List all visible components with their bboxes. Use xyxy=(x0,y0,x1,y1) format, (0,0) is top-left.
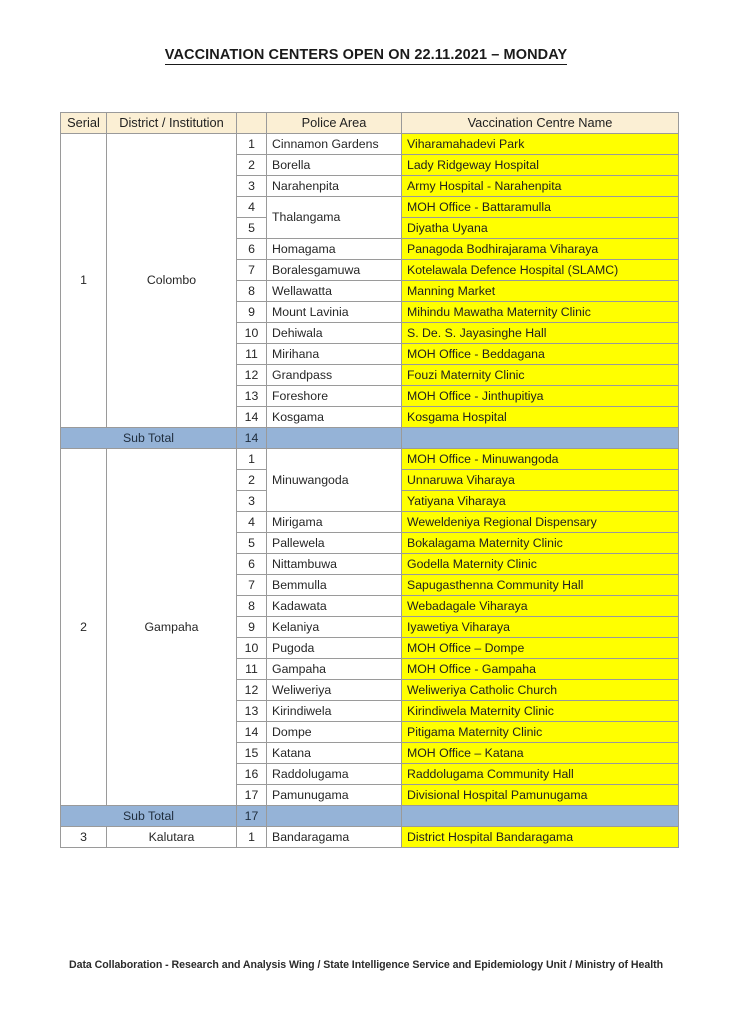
subtotal-blank-police xyxy=(267,806,402,827)
cell-police-area: Gampaha xyxy=(267,659,402,680)
cell-police-area: Borella xyxy=(267,155,402,176)
cell-centre-name: Yatiyana Viharaya xyxy=(402,491,679,512)
cell-number: 8 xyxy=(237,281,267,302)
cell-number: 9 xyxy=(237,302,267,323)
cell-number: 9 xyxy=(237,617,267,638)
cell-police-area: Mount Lavinia xyxy=(267,302,402,323)
table-header xyxy=(61,113,679,134)
cell-police-area: Bandaragama xyxy=(267,827,402,848)
cell-police-area: Homagama xyxy=(267,239,402,260)
cell-police-area: Narahenpita xyxy=(267,176,402,197)
cell-number: 12 xyxy=(237,680,267,701)
cell-centre-name: Mihindu Mawatha Maternity Clinic xyxy=(402,302,679,323)
table-body xyxy=(61,134,679,848)
cell-number: 1 xyxy=(237,449,267,470)
cell-number: 15 xyxy=(237,743,267,764)
subtotal-label: Sub Total xyxy=(61,806,237,827)
cell-number: 5 xyxy=(237,533,267,554)
cell-police-area: Pamunugama xyxy=(267,785,402,806)
cell-centre-name: Diyatha Uyana xyxy=(402,218,679,239)
cell-police-area: Cinnamon Gardens xyxy=(267,134,402,155)
cell-number: 17 xyxy=(237,785,267,806)
cell-police-area: Pallewela xyxy=(267,533,402,554)
cell-centre-name: Fouzi Maternity Clinic xyxy=(402,365,679,386)
cell-police-area: Thalangama xyxy=(267,197,402,239)
cell-centre-name: Divisional Hospital Pamunugama xyxy=(402,785,679,806)
cell-centre-name: Lady Ridgeway Hospital xyxy=(402,155,679,176)
cell-number: 16 xyxy=(237,764,267,785)
cell-centre-name: Weweldeniya Regional Dispensary xyxy=(402,512,679,533)
cell-police-area: Wellawatta xyxy=(267,281,402,302)
cell-centre-name: Kosgama Hospital xyxy=(402,407,679,428)
cell-number: 2 xyxy=(237,155,267,176)
vaccination-centers-table-wrapper xyxy=(60,112,678,848)
cell-centre-name: Unnaruwa Viharaya xyxy=(402,470,679,491)
table-row xyxy=(61,134,679,155)
subtotal-blank-centre xyxy=(402,806,679,827)
cell-district: Kalutara xyxy=(107,827,237,848)
table-row xyxy=(61,449,679,470)
cell-centre-name: Raddolugama Community Hall xyxy=(402,764,679,785)
cell-number: 11 xyxy=(237,344,267,365)
cell-police-area: Boralesgamuwa xyxy=(267,260,402,281)
cell-centre-name: Pitigama Maternity Clinic xyxy=(402,722,679,743)
cell-centre-name: Webadagale Viharaya xyxy=(402,596,679,617)
cell-centre-name: Viharamahadevi Park xyxy=(402,134,679,155)
column-header-police-area: Police Area xyxy=(267,113,402,134)
cell-police-area: Mirihana xyxy=(267,344,402,365)
cell-police-area: Grandpass xyxy=(267,365,402,386)
cell-centre-name: MOH Office – Katana xyxy=(402,743,679,764)
cell-centre-name: MOH Office - Battaramulla xyxy=(402,197,679,218)
cell-number: 6 xyxy=(237,239,267,260)
subtotal-count: 14 xyxy=(237,428,267,449)
cell-number: 3 xyxy=(237,491,267,512)
column-header-centre-name: Vaccination Centre Name xyxy=(402,113,679,134)
cell-police-area: Raddolugama xyxy=(267,764,402,785)
cell-police-area: Kadawata xyxy=(267,596,402,617)
cell-police-area: Mirigama xyxy=(267,512,402,533)
cell-centre-name: Godella Maternity Clinic xyxy=(402,554,679,575)
cell-number: 8 xyxy=(237,596,267,617)
cell-number: 5 xyxy=(237,218,267,239)
cell-centre-name: S. De. S. Jayasinghe Hall xyxy=(402,323,679,344)
subtotal-count: 17 xyxy=(237,806,267,827)
cell-serial: 2 xyxy=(61,449,107,806)
cell-police-area: Bemmulla xyxy=(267,575,402,596)
cell-number: 1 xyxy=(237,827,267,848)
cell-police-area: Dehiwala xyxy=(267,323,402,344)
cell-number: 7 xyxy=(237,575,267,596)
cell-police-area: Pugoda xyxy=(267,638,402,659)
cell-number: 4 xyxy=(237,512,267,533)
subtotal-blank-centre xyxy=(402,428,679,449)
cell-centre-name: MOH Office - Minuwangoda xyxy=(402,449,679,470)
cell-number: 12 xyxy=(237,365,267,386)
cell-serial: 3 xyxy=(61,827,107,848)
cell-number: 11 xyxy=(237,659,267,680)
vaccination-centers-table xyxy=(60,112,679,848)
cell-centre-name: Panagoda Bodhirajarama Viharaya xyxy=(402,239,679,260)
cell-district: Gampaha xyxy=(107,449,237,806)
cell-centre-name: District Hospital Bandaragama xyxy=(402,827,679,848)
cell-centre-name: Kotelawala Defence Hospital (SLAMC) xyxy=(402,260,679,281)
column-header-district: District / Institution xyxy=(107,113,237,134)
table-row xyxy=(61,827,679,848)
cell-number: 13 xyxy=(237,701,267,722)
cell-centre-name: MOH Office - Jinthupitiya xyxy=(402,386,679,407)
cell-number: 7 xyxy=(237,260,267,281)
footer-note: Data Collaboration - Research and Analysis Wing / State Intelligence Service and Epidemiology Unit / Ministry of Health xyxy=(69,959,663,971)
subtotal-row xyxy=(61,428,679,449)
cell-centre-name: MOH Office - Gampaha xyxy=(402,659,679,680)
cell-police-area: Katana xyxy=(267,743,402,764)
cell-number: 4 xyxy=(237,197,267,218)
cell-centre-name: Weliweriya Catholic Church xyxy=(402,680,679,701)
cell-police-area: Dompe xyxy=(267,722,402,743)
cell-centre-name: Sapugasthenna Community Hall xyxy=(402,575,679,596)
cell-centre-name: MOH Office - Beddagana xyxy=(402,344,679,365)
subtotal-row xyxy=(61,806,679,827)
page-title xyxy=(0,47,732,63)
cell-number: 1 xyxy=(237,134,267,155)
cell-number: 13 xyxy=(237,386,267,407)
cell-centre-name: Iyawetiya Viharaya xyxy=(402,617,679,638)
cell-number: 10 xyxy=(237,638,267,659)
cell-district: Colombo xyxy=(107,134,237,428)
cell-centre-name: Army Hospital - Narahenpita xyxy=(402,176,679,197)
cell-number: 14 xyxy=(237,407,267,428)
cell-number: 14 xyxy=(237,722,267,743)
cell-police-area: Kelaniya xyxy=(267,617,402,638)
cell-police-area: Foreshore xyxy=(267,386,402,407)
cell-serial: 1 xyxy=(61,134,107,428)
column-header-number xyxy=(237,113,267,134)
cell-number: 3 xyxy=(237,176,267,197)
column-header-serial: Serial xyxy=(61,113,107,134)
cell-police-area: Kosgama xyxy=(267,407,402,428)
cell-centre-name: Kirindiwela Maternity Clinic xyxy=(402,701,679,722)
cell-number: 6 xyxy=(237,554,267,575)
page-title-text: VACCINATION CENTERS OPEN ON 22.11.2021 – MONDAY xyxy=(164,47,568,63)
cell-police-area: Nittambuwa xyxy=(267,554,402,575)
cell-police-area: Kirindiwela xyxy=(267,701,402,722)
cell-centre-name: Manning Market xyxy=(402,281,679,302)
cell-number: 2 xyxy=(237,470,267,491)
cell-police-area: Weliweriya xyxy=(267,680,402,701)
cell-centre-name: MOH Office – Dompe xyxy=(402,638,679,659)
cell-police-area: Minuwangoda xyxy=(267,449,402,512)
table-header-row xyxy=(61,113,679,134)
subtotal-label: Sub Total xyxy=(61,428,237,449)
cell-number: 10 xyxy=(237,323,267,344)
subtotal-blank-police xyxy=(267,428,402,449)
cell-centre-name: Bokalagama Maternity Clinic xyxy=(402,533,679,554)
